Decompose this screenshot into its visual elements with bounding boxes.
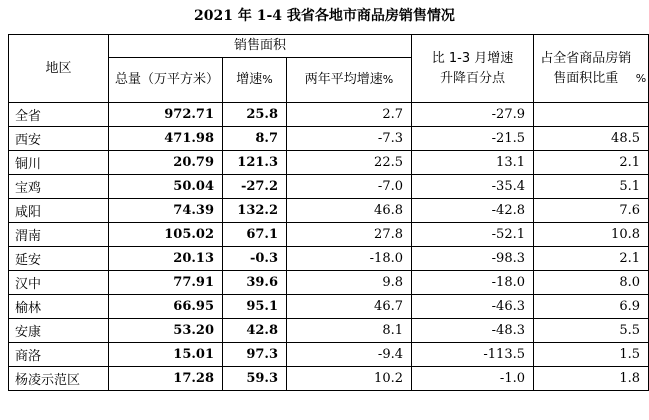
cell-vs-q1: -18.0 bbox=[412, 271, 534, 295]
table-row bbox=[9, 271, 649, 295]
cell-vs-q1: 13.1 bbox=[412, 151, 534, 175]
header-share bbox=[534, 35, 649, 103]
table-row bbox=[9, 343, 649, 367]
header-growth-label: 增速 bbox=[236, 72, 263, 87]
header-two-year-label: 两年平均增速 bbox=[304, 72, 383, 87]
cell-vs-q1: -52.1 bbox=[412, 223, 534, 247]
cell-region: 榆林 bbox=[9, 295, 109, 319]
cell-share: 10.8 bbox=[534, 223, 649, 247]
cell-share bbox=[534, 103, 649, 127]
cell-two-year: 8.1 bbox=[287, 319, 412, 343]
cell-total: 105.02 bbox=[109, 223, 223, 247]
cell-share: 48.5 bbox=[534, 127, 649, 151]
table-row bbox=[9, 151, 649, 175]
cell-two-year: 46.7 bbox=[287, 295, 412, 319]
table-row bbox=[9, 319, 649, 343]
cell-share: 7.6 bbox=[534, 199, 649, 223]
cell-growth: 67.1 bbox=[223, 223, 287, 247]
cell-two-year: -7.3 bbox=[287, 127, 412, 151]
header-share-label: 占全省商品房销售面积比重 bbox=[540, 50, 632, 86]
cell-growth: 25.8 bbox=[223, 103, 287, 127]
cell-total: 53.20 bbox=[109, 319, 223, 343]
table-row bbox=[9, 175, 649, 199]
cell-share: 5.5 bbox=[534, 319, 649, 343]
cell-region: 汉中 bbox=[9, 271, 109, 295]
table-row bbox=[9, 223, 649, 247]
header-vs-q1-label: 比 1-3 月增速升降百分点 bbox=[431, 50, 514, 86]
cell-region: 西安 bbox=[9, 127, 109, 151]
cell-two-year: 2.7 bbox=[287, 103, 412, 127]
cell-total: 17.28 bbox=[109, 367, 223, 391]
cell-growth: 121.3 bbox=[223, 151, 287, 175]
header-vs-q1 bbox=[412, 35, 534, 103]
cell-region: 咸阳 bbox=[9, 199, 109, 223]
cell-vs-q1: -42.8 bbox=[412, 199, 534, 223]
cell-growth: 8.7 bbox=[223, 127, 287, 151]
cell-two-year: 46.8 bbox=[287, 199, 412, 223]
cell-growth: -0.3 bbox=[223, 247, 287, 271]
cell-region: 渭南 bbox=[9, 223, 109, 247]
cell-vs-q1: -98.3 bbox=[412, 247, 534, 271]
cell-share: 8.0 bbox=[534, 271, 649, 295]
table-row bbox=[9, 247, 649, 271]
cell-vs-q1: -21.5 bbox=[412, 127, 534, 151]
table-row bbox=[9, 367, 649, 391]
cell-total: 66.95 bbox=[109, 295, 223, 319]
cell-total: 20.13 bbox=[109, 247, 223, 271]
cell-two-year: -9.4 bbox=[287, 343, 412, 367]
cell-vs-q1: -46.3 bbox=[412, 295, 534, 319]
cell-vs-q1: -113.5 bbox=[412, 343, 534, 367]
header-region: 地区 bbox=[9, 35, 109, 103]
cell-two-year: -7.0 bbox=[287, 175, 412, 199]
header-growth-unit: % bbox=[262, 73, 273, 86]
cell-two-year: 22.5 bbox=[287, 151, 412, 175]
cell-share: 5.1 bbox=[534, 175, 649, 199]
table-row bbox=[9, 199, 649, 223]
cell-share: 6.9 bbox=[534, 295, 649, 319]
cell-two-year: 10.2 bbox=[287, 367, 412, 391]
cell-vs-q1: -35.4 bbox=[412, 175, 534, 199]
cell-growth: 39.6 bbox=[223, 271, 287, 295]
table-row bbox=[9, 295, 649, 319]
cell-region: 杨凌示范区 bbox=[9, 367, 109, 391]
table-row bbox=[9, 127, 649, 151]
cell-share: 1.8 bbox=[534, 367, 649, 391]
table-row bbox=[9, 103, 649, 127]
cell-two-year: 9.8 bbox=[287, 271, 412, 295]
table-body bbox=[9, 103, 649, 391]
cell-growth: 132.2 bbox=[223, 199, 287, 223]
cell-region: 铜川 bbox=[9, 151, 109, 175]
cell-vs-q1: -27.9 bbox=[412, 103, 534, 127]
cell-total: 77.91 bbox=[109, 271, 223, 295]
cell-two-year: -18.0 bbox=[287, 247, 412, 271]
header-total bbox=[109, 58, 223, 103]
header-total-label: 总量（万平方米） bbox=[115, 72, 220, 87]
cell-share: 1.5 bbox=[534, 343, 649, 367]
header-sales-area: 销售面积 bbox=[109, 35, 412, 58]
cell-vs-q1: -1.0 bbox=[412, 367, 534, 391]
cell-growth: -27.2 bbox=[223, 175, 287, 199]
page-title: 2021 年 1-4 我省各地市商品房销售情况 bbox=[194, 8, 455, 24]
cell-share: 2.1 bbox=[534, 151, 649, 175]
cell-total: 20.79 bbox=[109, 151, 223, 175]
header-share-unit: % bbox=[635, 71, 647, 85]
header-two-year-unit: % bbox=[382, 73, 394, 86]
cell-region: 全省 bbox=[9, 103, 109, 127]
cell-vs-q1: -48.3 bbox=[412, 319, 534, 343]
header-growth bbox=[223, 58, 287, 103]
cell-two-year: 27.8 bbox=[287, 223, 412, 247]
cell-growth: 59.3 bbox=[223, 367, 287, 391]
cell-total: 972.71 bbox=[109, 103, 223, 127]
cell-total: 15.01 bbox=[109, 343, 223, 367]
cell-region: 安康 bbox=[9, 319, 109, 343]
cell-region: 延安 bbox=[9, 247, 109, 271]
cell-total: 74.39 bbox=[109, 199, 223, 223]
cell-region: 宝鸡 bbox=[9, 175, 109, 199]
header-two-year bbox=[287, 58, 412, 103]
cell-total: 471.98 bbox=[109, 127, 223, 151]
cell-growth: 97.3 bbox=[223, 343, 287, 367]
cell-total: 50.04 bbox=[109, 175, 223, 199]
cell-share: 2.1 bbox=[534, 247, 649, 271]
sales-table bbox=[8, 34, 649, 391]
cell-growth: 42.8 bbox=[223, 319, 287, 343]
cell-region: 商洛 bbox=[9, 343, 109, 367]
cell-growth: 95.1 bbox=[223, 295, 287, 319]
